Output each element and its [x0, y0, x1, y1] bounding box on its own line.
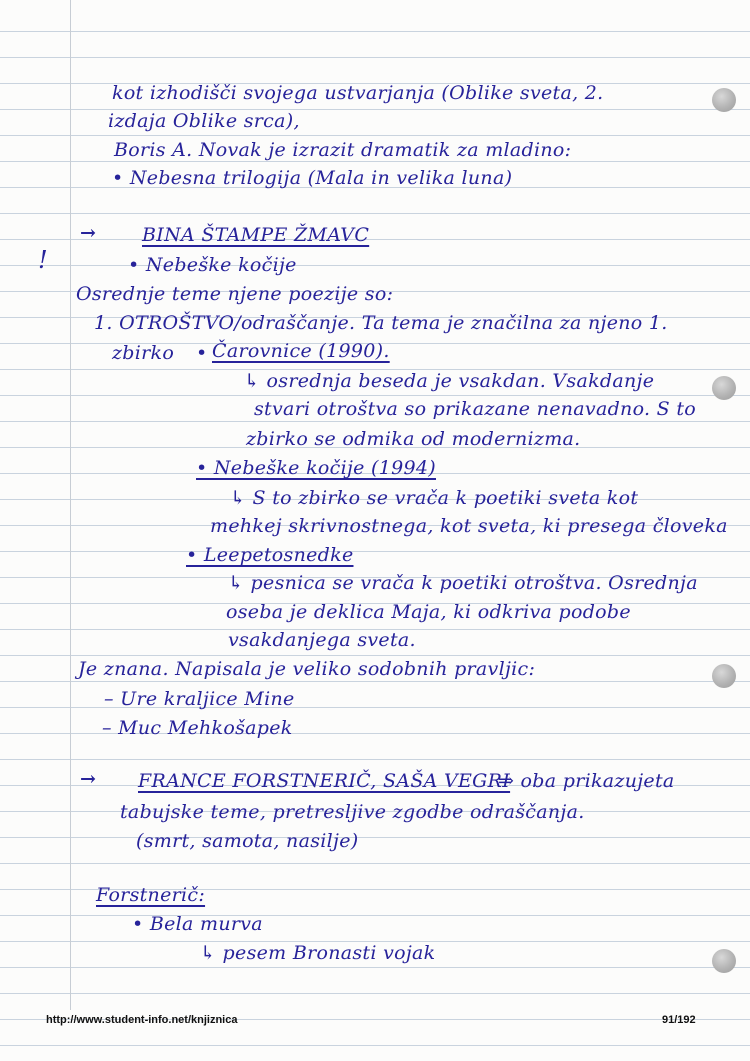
exclamation-icon: !: [38, 246, 48, 274]
punch-hole: [712, 88, 736, 112]
handwritten-line: Osrednje teme njene poezije so:: [76, 283, 394, 305]
section-heading: FRANCE FORSTNERIČ, SAŠA VEGRI: [138, 770, 511, 792]
section-heading: BINA ŠTAMPE ŽMAVC: [142, 224, 370, 246]
book-title: • Leepetosnedke: [186, 544, 354, 566]
punch-hole: [712, 376, 736, 400]
handwritten-line: • Bela murva: [132, 913, 263, 935]
handwritten-line: – Ure kraljice Mine: [104, 688, 295, 710]
page-number: 91/192: [662, 1014, 696, 1026]
margin-line: [70, 0, 71, 1010]
handwritten-line: ⇒ oba prikazujeta: [498, 770, 675, 792]
handwritten-line: ↳ pesem Bronasti vojak: [200, 942, 436, 964]
handwritten-line: Boris A. Novak je izrazit dramatik za mladino:: [114, 139, 572, 161]
handwritten-line: ↳ S to zbirko se vrača k poetiki sveta kot: [230, 487, 639, 509]
punch-hole: [712, 664, 736, 688]
handwritten-line: (smrt, samota, nasilje): [136, 830, 359, 852]
handwritten-line: zbirko: [112, 342, 175, 364]
handwritten-line: vsakdanjega sveta.: [228, 629, 416, 651]
footer-url: http://www.student-info.net/knjiznica: [46, 1014, 238, 1026]
book-title: • Nebeške kočije (1994): [196, 457, 436, 479]
handwritten-line: kot izhodišči svojega ustvarjanja (Oblike sveta, 2.: [112, 82, 604, 104]
handwritten-line: izdaja Oblike srca),: [108, 110, 300, 132]
handwritten-line: zbirko se odmika od modernizma.: [246, 428, 581, 450]
handwritten-line: oseba je deklica Maja, ki odkriva podobe: [226, 601, 631, 623]
handwritten-line: • Nebeške kočije: [128, 254, 297, 276]
handwritten-line: ↳ osrednja beseda je vsakdan. Vsakdanje: [244, 370, 655, 392]
handwritten-line: stvari otroštva so prikazane nenavadno. S to: [254, 398, 696, 420]
handwritten-line: 1. OTROŠTVO/odraščanje. Ta tema je značilna za njeno 1.: [94, 312, 668, 334]
handwritten-line: – Muc Mehkošapek: [102, 717, 293, 739]
arrow-icon: →: [80, 768, 97, 790]
bullet-dot: •: [196, 342, 208, 364]
handwritten-line: ↳ pesnica se vrača k poetiki otroštva. Osrednja: [228, 572, 698, 594]
handwritten-line: • Nebesna trilogija (Mala in velika luna): [112, 167, 513, 189]
section-heading: Forstnerič:: [96, 884, 206, 906]
book-title: Čarovnice (1990).: [212, 340, 390, 362]
punch-hole: [712, 949, 736, 973]
handwritten-line: Je znana. Napisala je veliko sodobnih pravljic:: [78, 658, 536, 680]
arrow-icon: →: [80, 222, 97, 244]
handwritten-line: mehkej skrivnostnega, kot sveta, ki presega človeka: [210, 515, 728, 537]
handwritten-line: tabujske teme, pretresljive zgodbe odraščanja.: [120, 801, 585, 823]
